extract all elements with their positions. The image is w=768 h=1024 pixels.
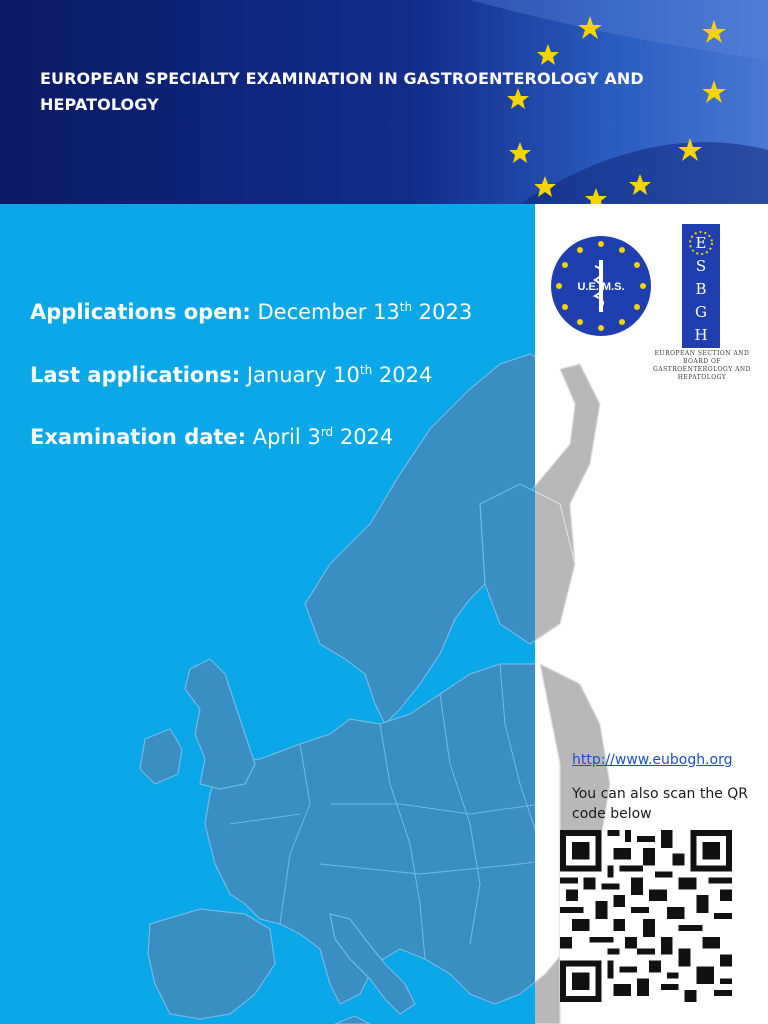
esbgh-letter-b: B bbox=[695, 280, 707, 298]
esbgh-logo bbox=[682, 224, 720, 348]
last-applications-date: January 10 bbox=[246, 363, 360, 387]
last-applications-year: 2024 bbox=[372, 363, 433, 387]
esbgh-letter-s: S bbox=[695, 257, 707, 275]
examination-date-label: Examination date: bbox=[30, 425, 247, 449]
applications-open-date: December 13 bbox=[257, 300, 400, 324]
last-applications-label: Last applications: bbox=[30, 363, 241, 387]
esbgh-letter-g: G bbox=[695, 303, 707, 321]
applications-open-ordinal: th bbox=[399, 300, 413, 314]
esbgh-letter-h: H bbox=[694, 326, 708, 344]
qr-instruction: You can also scan the QR code below bbox=[572, 786, 749, 822]
header-banner bbox=[0, 0, 768, 204]
esbgh-caption: EUROPEAN SECTION AND BOARD OF GASTROENTEROLOGY AND HEPATOLOGY bbox=[653, 350, 751, 381]
exam-title: EUROPEAN SPECIALTY EXAMINATION IN GASTROENTEROLOGY AND HEPATOLOGY bbox=[40, 69, 644, 114]
examination-date-date: April 3 bbox=[252, 425, 321, 449]
applications-open-label: Applications open: bbox=[30, 300, 251, 324]
last-applications-ordinal: th bbox=[359, 363, 373, 377]
last-applications-line bbox=[30, 363, 432, 387]
applications-open-year: 2023 bbox=[412, 300, 473, 324]
applications-open-line bbox=[30, 300, 472, 324]
qr-code-image bbox=[560, 830, 732, 1002]
examination-date-line bbox=[30, 425, 393, 449]
examination-date-ordinal: rd bbox=[320, 425, 334, 439]
website-link[interactable]: http://www.eubogh.org bbox=[572, 752, 733, 768]
uems-logo-text: U.E. M.S. bbox=[577, 281, 625, 293]
esbgh-letter-e: E bbox=[695, 234, 707, 252]
uems-logo bbox=[547, 232, 655, 340]
examination-date-year: 2024 bbox=[333, 425, 394, 449]
